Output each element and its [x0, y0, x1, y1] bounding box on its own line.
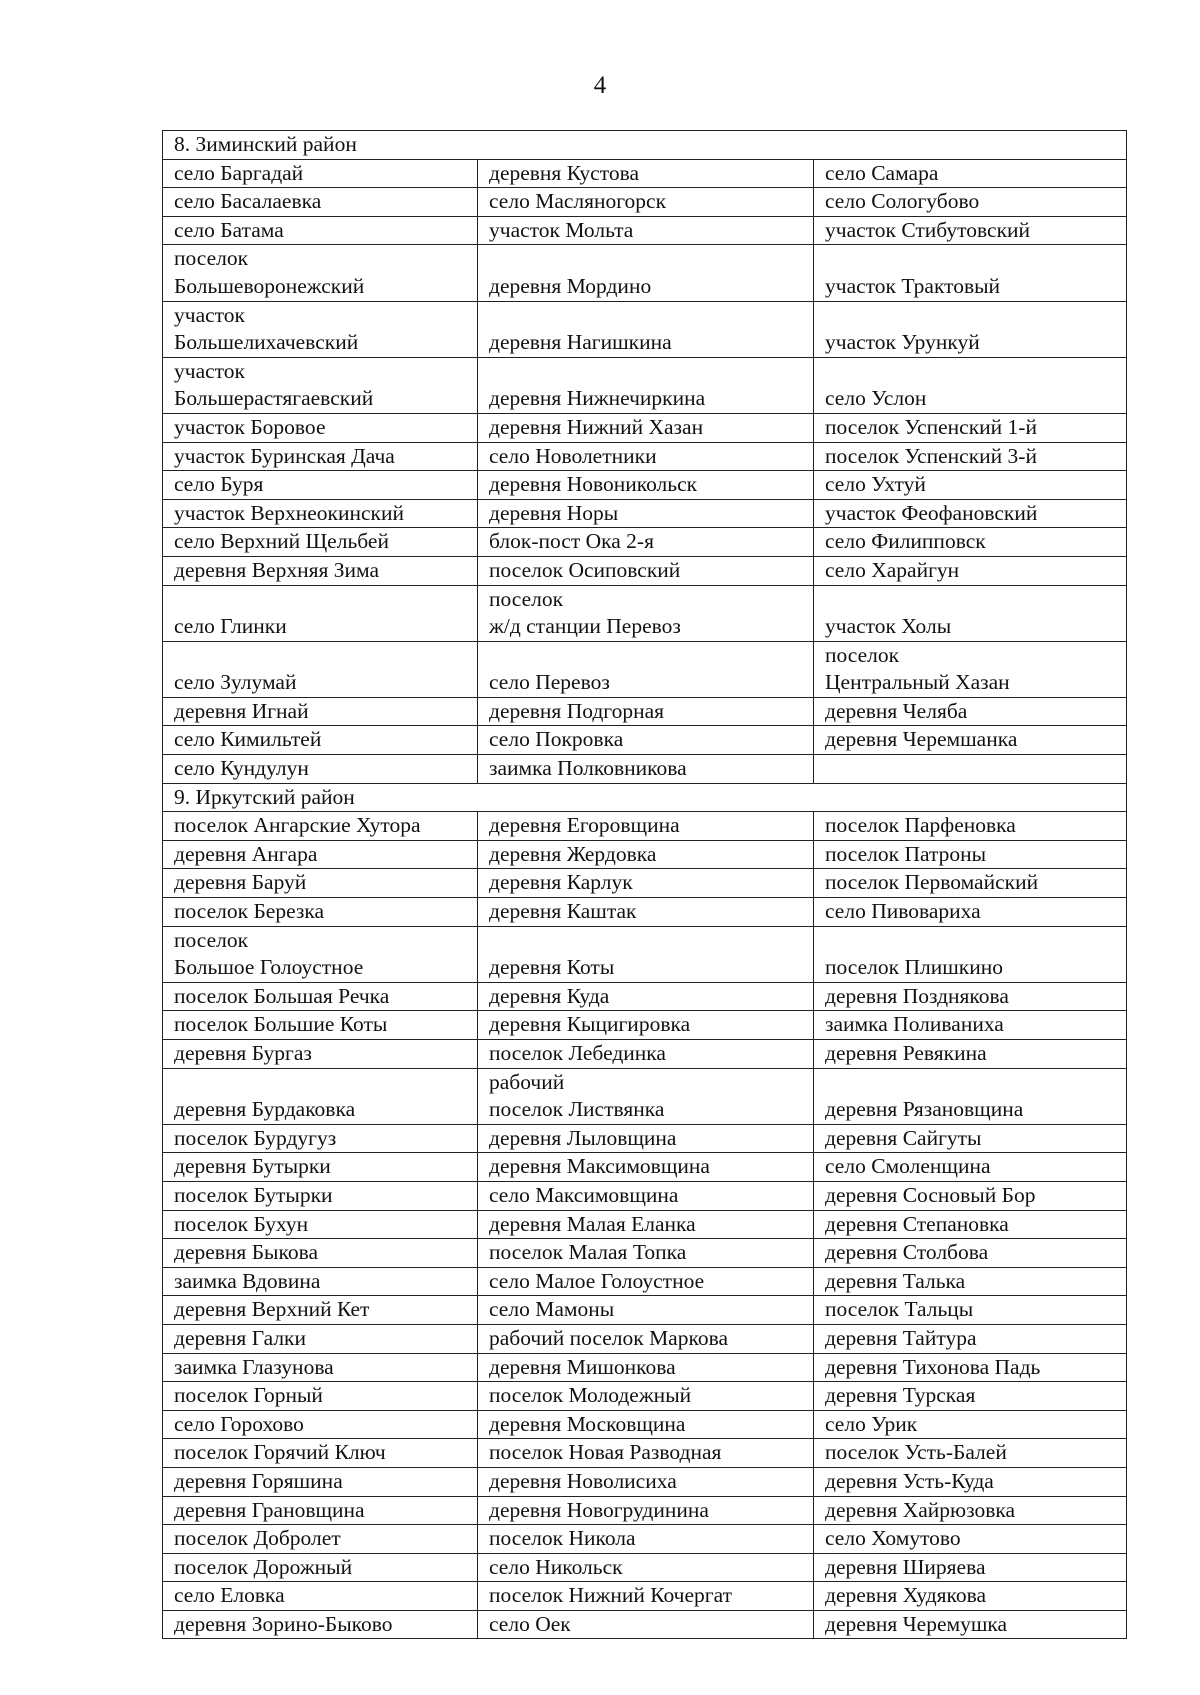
- table-row: [163, 1011, 1127, 1040]
- table-cell: поселок Осиповский: [478, 556, 814, 585]
- table-cell: поселок Парфеновка: [814, 812, 1127, 841]
- table-cell: село Покровка: [478, 726, 814, 755]
- table-cell: поселок Большие Коты: [163, 1011, 478, 1040]
- settlements-table-body: [163, 131, 1127, 1639]
- table-cell: поселок Нижний Кочергат: [478, 1582, 814, 1611]
- table-cell: деревня Столбова: [814, 1239, 1127, 1268]
- table-cell: деревня Бургаз: [163, 1040, 478, 1069]
- table-cell: село Харайгун: [814, 556, 1127, 585]
- table-row: [163, 982, 1127, 1011]
- table-cell: деревня Егоровщина: [478, 812, 814, 841]
- table-cell: деревня Турская: [814, 1382, 1127, 1411]
- table-cell: деревня Бутырки: [163, 1153, 478, 1182]
- table-row: [163, 697, 1127, 726]
- table-row: [163, 159, 1127, 188]
- table-cell: село Максимовщина: [478, 1181, 814, 1210]
- table-row: [163, 1496, 1127, 1525]
- table-row: [163, 528, 1127, 557]
- table-cell: заимка Вдовина: [163, 1267, 478, 1296]
- table-cell: поселок Патроны: [814, 840, 1127, 869]
- table-row: [163, 869, 1127, 898]
- table-cell: заимка Поливаниха: [814, 1011, 1127, 1040]
- table-row: [163, 1239, 1127, 1268]
- table-cell: село Батама: [163, 216, 478, 245]
- table-row: [163, 585, 1127, 641]
- table-cell: село Малое Голоустное: [478, 1267, 814, 1296]
- table-cell: деревня Рязановщина: [814, 1068, 1127, 1124]
- table-cell: село Сологубово: [814, 188, 1127, 217]
- table-row: [163, 1181, 1127, 1210]
- table-cell: участок Буринская Дача: [163, 442, 478, 471]
- table-cell: деревня Хайрюзовка: [814, 1496, 1127, 1525]
- table-cell: деревня Коты: [478, 926, 814, 982]
- table-cell: деревня Ширяева: [814, 1553, 1127, 1582]
- section-header-row: [163, 131, 1127, 160]
- table-row: [163, 499, 1127, 528]
- table-cell: поселок Березка: [163, 898, 478, 927]
- table-cell: село Хомутово: [814, 1525, 1127, 1554]
- table-cell: село Буря: [163, 471, 478, 500]
- table-cell: поселок Никола: [478, 1525, 814, 1554]
- table-cell: деревня Норы: [478, 499, 814, 528]
- table-cell: деревня Ревякина: [814, 1040, 1127, 1069]
- table-cell: поселок Ангарские Хутора: [163, 812, 478, 841]
- table-cell: деревня Степановка: [814, 1210, 1127, 1239]
- table-cell: деревня Баруй: [163, 869, 478, 898]
- table-row: [163, 245, 1127, 301]
- table-row: [163, 812, 1127, 841]
- table-cell: деревня Максимовщина: [478, 1153, 814, 1182]
- section-title: 8. Зиминский район: [163, 131, 1127, 160]
- table-row: [163, 1324, 1127, 1353]
- table-row: [163, 1610, 1127, 1639]
- table-cell: село Басалаевка: [163, 188, 478, 217]
- table-row: [163, 188, 1127, 217]
- table-row: [163, 1153, 1127, 1182]
- table-cell: поселок Бухун: [163, 1210, 478, 1239]
- table-cell: деревня Черемшанка: [814, 726, 1127, 755]
- table-cell: село Еловка: [163, 1582, 478, 1611]
- table-cell: деревня Кыцигировка: [478, 1011, 814, 1040]
- table-cell: поселок Тальцы: [814, 1296, 1127, 1325]
- table-row: [163, 726, 1127, 755]
- table-cell: поселок Большая Речка: [163, 982, 478, 1011]
- table-row: [163, 641, 1127, 697]
- section-header-row: [163, 783, 1127, 812]
- table-cell: село Верхний Щельбей: [163, 528, 478, 557]
- table-cell: деревня Мишонкова: [478, 1353, 814, 1382]
- table-row: [163, 926, 1127, 982]
- table-row: [163, 357, 1127, 413]
- table-cell: поселок Лебединка: [478, 1040, 814, 1069]
- table-cell: село Никольск: [478, 1553, 814, 1582]
- table-cell: поселок Новая Разводная: [478, 1439, 814, 1468]
- section-title: 9. Иркутский район: [163, 783, 1127, 812]
- table-row: [163, 471, 1127, 500]
- table-row: [163, 1210, 1127, 1239]
- table-cell: деревня Карлук: [478, 869, 814, 898]
- table-row: [163, 1410, 1127, 1439]
- table-cell: деревня Новолисиха: [478, 1467, 814, 1496]
- table-cell: поселок Первомайский: [814, 869, 1127, 898]
- table-cell: деревня Ангара: [163, 840, 478, 869]
- table-cell: село Новолетники: [478, 442, 814, 471]
- table-row: [163, 556, 1127, 585]
- table-cell: деревня Московщина: [478, 1410, 814, 1439]
- table-cell: деревня Тайтура: [814, 1324, 1127, 1353]
- table-cell: село Самара: [814, 159, 1127, 188]
- table-cell: участок Трактовый: [814, 245, 1127, 301]
- table-cell: село Пивовариха: [814, 898, 1127, 927]
- table-cell: деревня Жердовка: [478, 840, 814, 869]
- table-cell: поселок Центральный Хазан: [814, 641, 1127, 697]
- table-cell: деревня Галки: [163, 1324, 478, 1353]
- table-cell: деревня Нижнечиркина: [478, 357, 814, 413]
- table-cell: деревня Тихонова Падь: [814, 1353, 1127, 1382]
- table-cell: село Зулумай: [163, 641, 478, 697]
- settlements-table: [162, 130, 1127, 1639]
- table-cell: село Филипповск: [814, 528, 1127, 557]
- table-cell: деревня Горяшина: [163, 1467, 478, 1496]
- table-cell: село Перевоз: [478, 641, 814, 697]
- table-cell: деревня Быкова: [163, 1239, 478, 1268]
- table-cell: деревня Каштак: [478, 898, 814, 927]
- table-row: [163, 1267, 1127, 1296]
- table-cell: деревня Позднякова: [814, 982, 1127, 1011]
- table-row: [163, 840, 1127, 869]
- table-cell: село Смоленщина: [814, 1153, 1127, 1182]
- table-cell: деревня Куда: [478, 982, 814, 1011]
- table-cell: село Мамоны: [478, 1296, 814, 1325]
- table-row: [163, 442, 1127, 471]
- table-cell: село Горохово: [163, 1410, 478, 1439]
- table-cell: деревня Сайгуты: [814, 1124, 1127, 1153]
- table-row: [163, 1040, 1127, 1069]
- table-row: [163, 216, 1127, 245]
- table-row: [163, 1582, 1127, 1611]
- table-cell: село Кимильтей: [163, 726, 478, 755]
- table-cell: деревня Игнай: [163, 697, 478, 726]
- table-cell: деревня Мордино: [478, 245, 814, 301]
- table-cell: заимка Глазунова: [163, 1353, 478, 1382]
- table-cell: поселок Дорожный: [163, 1553, 478, 1582]
- table-row: [163, 1382, 1127, 1411]
- table-cell: деревня Усть-Куда: [814, 1467, 1127, 1496]
- table-cell: деревня Лыловщина: [478, 1124, 814, 1153]
- table-cell: поселок Большеворонежский: [163, 245, 478, 301]
- table-cell: участок Стибутовский: [814, 216, 1127, 245]
- table-cell: село Масляногорск: [478, 188, 814, 217]
- table-row: [163, 1439, 1127, 1468]
- table-cell: поселок Плишкино: [814, 926, 1127, 982]
- table-cell: поселок Добролет: [163, 1525, 478, 1554]
- table-cell: поселок Малая Топка: [478, 1239, 814, 1268]
- table-cell: село Кундулун: [163, 755, 478, 784]
- table-row: [163, 1553, 1127, 1582]
- table-cell: деревня Малая Еланка: [478, 1210, 814, 1239]
- table-row: [163, 1068, 1127, 1124]
- table-cell: блок-пост Ока 2-я: [478, 528, 814, 557]
- table-cell: поселок Усть-Балей: [814, 1439, 1127, 1468]
- table-cell: село Услон: [814, 357, 1127, 413]
- table-cell: рабочий поселок Маркова: [478, 1324, 814, 1353]
- table-cell: деревня Новоникольск: [478, 471, 814, 500]
- table-cell: село Ухтуй: [814, 471, 1127, 500]
- table-cell: деревня Нижний Хазан: [478, 413, 814, 442]
- table-cell: деревня Зорино-Быково: [163, 1610, 478, 1639]
- table-cell: деревня Грановщина: [163, 1496, 478, 1525]
- table-cell: деревня Челяба: [814, 697, 1127, 726]
- page-number: 4: [593, 72, 607, 99]
- table-cell: деревня Талька: [814, 1267, 1127, 1296]
- table-cell: поселок Большое Голоустное: [163, 926, 478, 982]
- table-cell: участок Холы: [814, 585, 1127, 641]
- table-cell: рабочий поселок Листвянка: [478, 1068, 814, 1124]
- table-row: [163, 1353, 1127, 1382]
- table-cell: участок Мольта: [478, 216, 814, 245]
- table-row: [163, 301, 1127, 357]
- table-cell: заимка Полковникова: [478, 755, 814, 784]
- table-cell: поселок Горный: [163, 1382, 478, 1411]
- table-cell: поселок Горячий Ключ: [163, 1439, 478, 1468]
- table-cell: деревня Нагишкина: [478, 301, 814, 357]
- table-cell: село Урик: [814, 1410, 1127, 1439]
- table-cell: участок Феофановский: [814, 499, 1127, 528]
- table-cell: деревня Подгорная: [478, 697, 814, 726]
- table-cell: участок Верхнеокинский: [163, 499, 478, 528]
- table-row: [163, 1525, 1127, 1554]
- table-cell: деревня Бурдаковка: [163, 1068, 478, 1124]
- table-cell: деревня Черемушка: [814, 1610, 1127, 1639]
- table-cell: поселок Молодежный: [478, 1382, 814, 1411]
- table-cell: участок Большерастягаевский: [163, 357, 478, 413]
- table-cell: поселок Успенский 1-й: [814, 413, 1127, 442]
- table-cell: деревня Новогрудинина: [478, 1496, 814, 1525]
- table-cell: участок Большелихачевский: [163, 301, 478, 357]
- table-cell: деревня Верхняя Зима: [163, 556, 478, 585]
- table-cell: участок Урункуй: [814, 301, 1127, 357]
- table-cell: село Баргадай: [163, 159, 478, 188]
- table-cell: [814, 755, 1127, 784]
- table-row: [163, 755, 1127, 784]
- table-row: [163, 1124, 1127, 1153]
- table-row: [163, 413, 1127, 442]
- table-row: [163, 1467, 1127, 1496]
- table-cell: участок Боровое: [163, 413, 478, 442]
- table-row: [163, 898, 1127, 927]
- table-cell: поселок Успенский 3-й: [814, 442, 1127, 471]
- table-cell: деревня Сосновый Бор: [814, 1181, 1127, 1210]
- table-cell: деревня Кустова: [478, 159, 814, 188]
- table-cell: деревня Верхний Кет: [163, 1296, 478, 1325]
- table-row: [163, 1296, 1127, 1325]
- table-cell: поселок Бурдугуз: [163, 1124, 478, 1153]
- table-cell: поселок Бутырки: [163, 1181, 478, 1210]
- table-cell: поселок ж/д станции Перевоз: [478, 585, 814, 641]
- table-cell: село Оек: [478, 1610, 814, 1639]
- table-cell: деревня Худякова: [814, 1582, 1127, 1611]
- table-cell: село Глинки: [163, 585, 478, 641]
